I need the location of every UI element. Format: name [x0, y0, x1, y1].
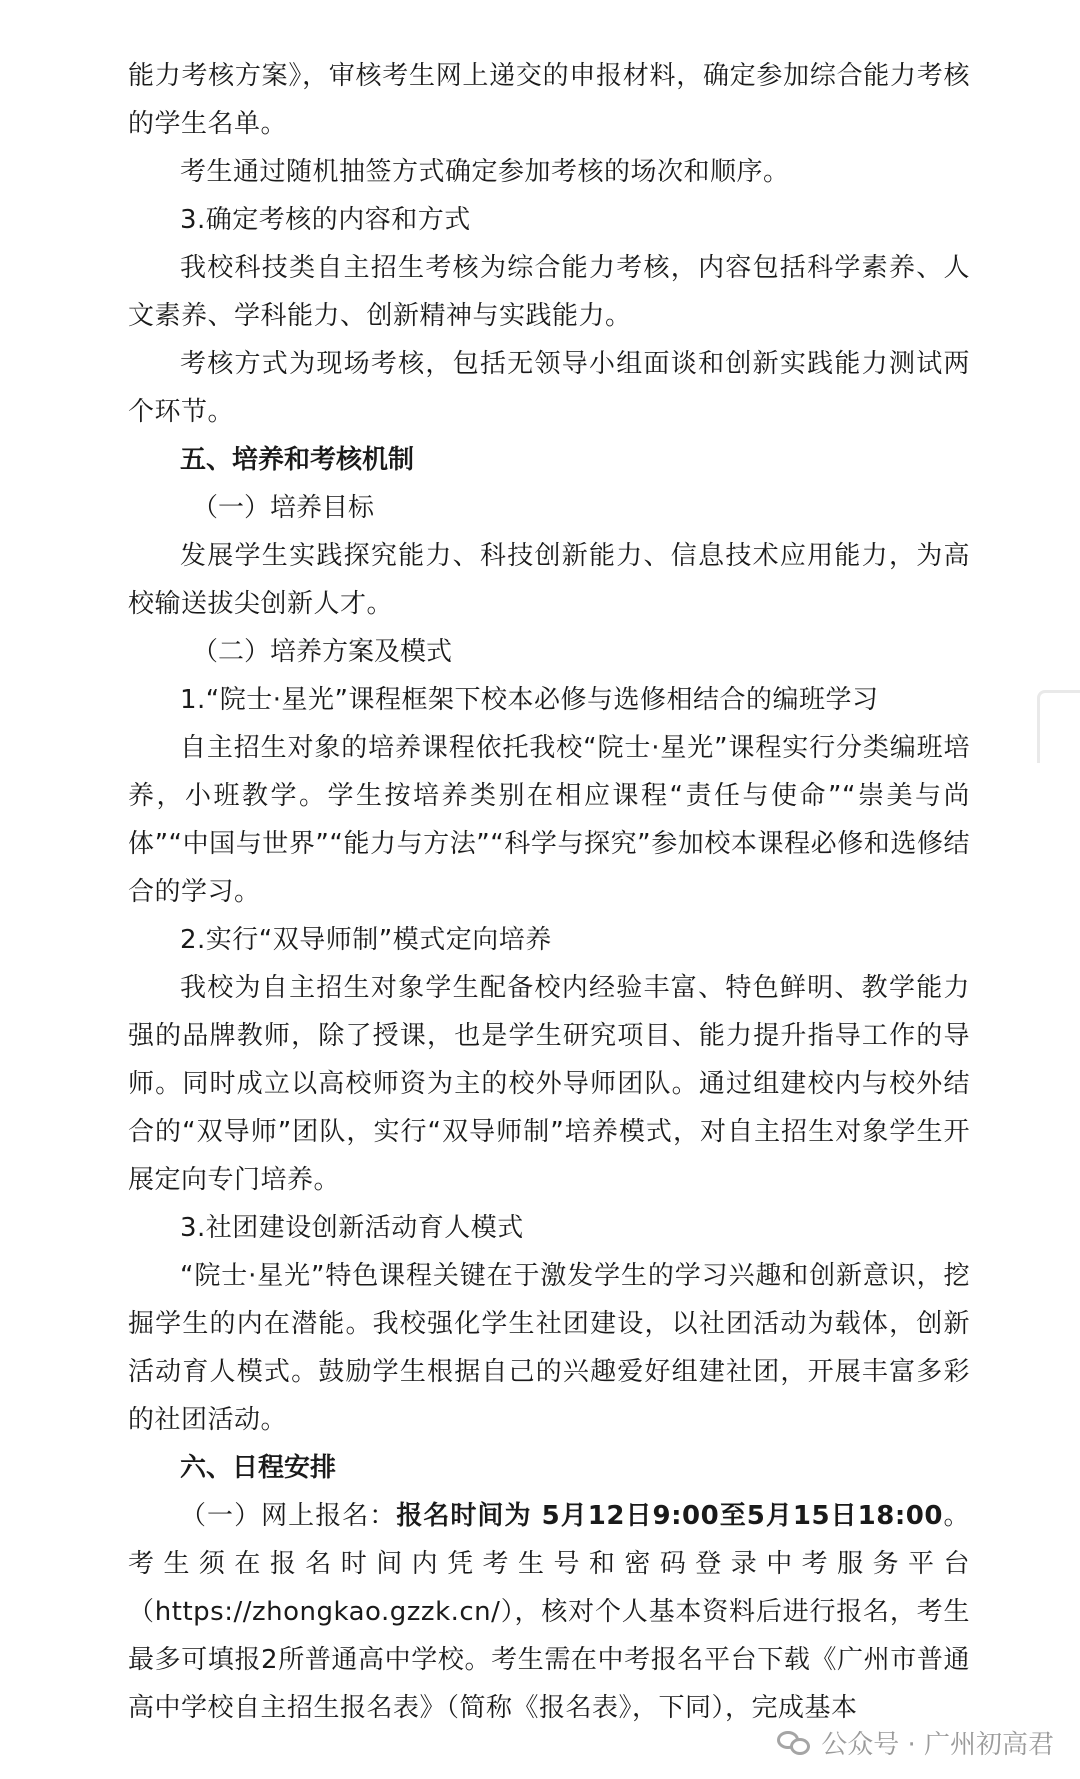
section-heading-6: 六、日程安排	[180, 1453, 337, 1483]
registration-label: （一）网上报名：	[180, 1501, 397, 1531]
paragraph-13	[128, 1492, 970, 1732]
watermark	[777, 1724, 1054, 1761]
paragraph-2: 考生通过随机抽签方式确定参加考核的场次和顺序。	[180, 157, 790, 187]
paragraph-4: 我校科技类自主招生考核为综合能力考核，内容包括科学素养、人文素养、学科能力、创新精神与实践能力。	[128, 253, 970, 331]
paragraph-10: 我校为自主招生对象学生配备校内经验丰富、特色鲜明、教学能力强的品牌教师，除了授课，也是学生研究项目、能力提升指导工作的导师。同时成立以高校师资为主的校外导师团队。通过组建校内与校外结合的“双导师”团队，实行“双导师制”培养模式，对自主招生对象学生开展定向专门培养。	[128, 973, 970, 1195]
section-heading-5: 五、培养和考核机制	[180, 445, 415, 475]
document-body	[128, 52, 970, 1732]
registration-details: 。考生须在报名时间内凭考生号和密码登录中考服务平台（https://zhongkao.gzzk.cn/），核对个人基本资料后进行报名，考生最多可填报2所普通高中学校。考生需在中考报名平台下载《广州市普通高中学校自主招生报名表》（简称《报名表》，下同），完成基本	[128, 1501, 970, 1723]
paragraph-8: 自主招生对象的培养课程依托我校“院士·星光”课程实行分类编班培养，小班教学。学生按培养类别在相应课程“责任与使命”“崇美与尚体”“中国与世界”“能力与方法”“科学与探究”参加校本课程必修和选修结合的学习。	[128, 733, 970, 907]
subsection-2: （二）培养方案及模式	[192, 637, 453, 667]
edge-decoration	[1037, 690, 1080, 763]
subheading-3-content: 3.确定考核的内容和方式	[180, 205, 471, 235]
registration-time: 报名时间为 5月12日9:00至5月15日18:00	[396, 1501, 943, 1531]
watermark-text: 公众号 · 广州初高君	[821, 1730, 1054, 1760]
item-2-title: 2.实行“双导师制”模式定向培养	[180, 925, 552, 955]
paragraph-12: “院士·星光”特色课程关键在于激发学生的学习兴趣和创新意识，挖掘学生的内在潜能。我校强化学生社团建设，以社团活动为载体，创新活动育人模式。鼓励学生根据自己的兴趣爱好组建社团，开展丰富多彩的社团活动。	[128, 1261, 970, 1435]
paragraph-1: 能力考核方案》，审核考生网上递交的申报材料，确定参加综合能力考核的学生名单。	[128, 61, 970, 139]
subsection-1: （一）培养目标	[192, 493, 375, 523]
paragraph-5: 考核方式为现场考核，包括无领导小组面谈和创新实践能力测试两个环节。	[128, 349, 970, 427]
item-1-title: 1.“院士·星光”课程框架下校本必修与选修相结合的编班学习	[180, 685, 879, 715]
wechat-icon	[777, 1729, 811, 1757]
paragraph-6: 发展学生实践探究能力、科技创新能力、信息技术应用能力，为高校输送拔尖创新人才。	[128, 541, 970, 619]
item-3-title: 3.社团建设创新活动育人模式	[180, 1213, 524, 1243]
